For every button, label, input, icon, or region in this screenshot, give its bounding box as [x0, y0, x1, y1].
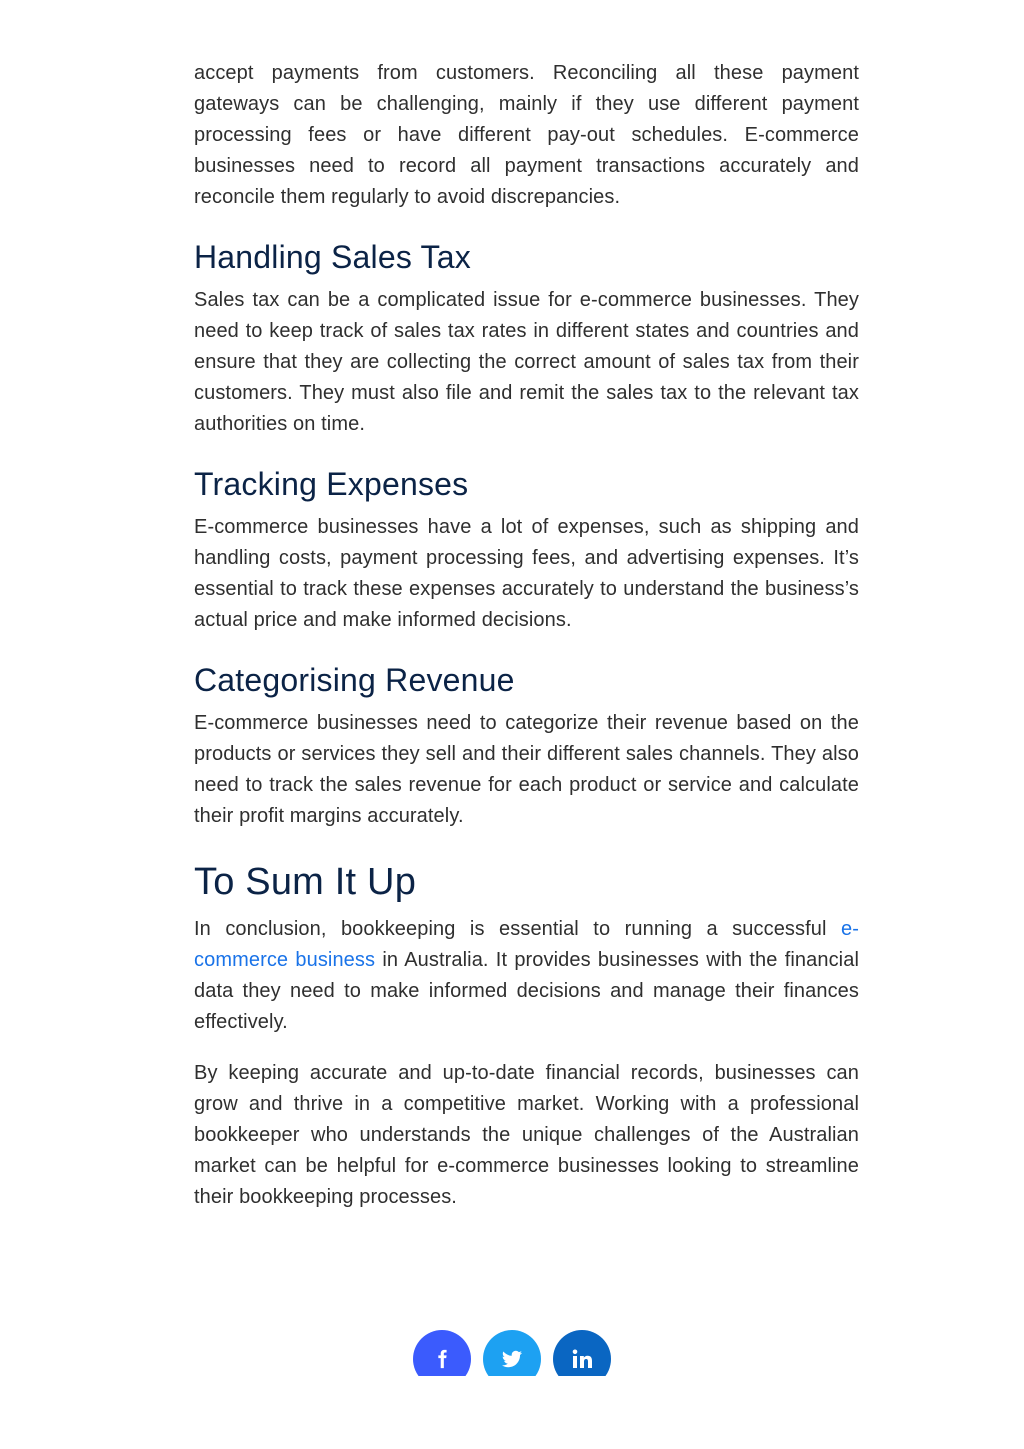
section-heading-sales-tax: Handling Sales Tax — [194, 239, 471, 275]
section-body-categorising-revenue: E-commerce businesses need to categorize their revenue based on the products or services they sell and their different sales channels. They also need to track the sales revenue for each product or service and calculate their profit margins accurately. — [194, 712, 859, 827]
section-heading-tracking-expenses: Tracking Expenses — [194, 466, 469, 502]
section-body-tracking-expenses: E-commerce businesses have a lot of expenses, such as shipping and handling costs, payment processing fees, and advertising expenses. It’s essential to track these expenses accurately to understand the business’s actual price and make informed decisions. — [194, 516, 859, 631]
conclusion-paragraph-1 — [194, 914, 859, 1038]
facebook-icon — [431, 1348, 453, 1370]
section-body-sales-tax: Sales tax can be a complicated issue for e-commerce businesses. They need to keep track of sales tax rates in different states and countries and ensure that they are collecting the correct amount of sales tax from their customers. They must also file and remit the sales tax to the relevant tax authorities on time. — [194, 289, 859, 435]
intro-paragraph: accept payments from customers. Reconciling all these payment gateways can be challenging, mainly if they use different payment processing fees or have different pay-out schedules. E-commerce businesses need to record all payment transactions accurately and reconcile them regularly to avoid discrepancies. — [194, 62, 859, 208]
conclusion-heading: To Sum It Up — [194, 861, 417, 903]
conclusion-text-after-link: in Australia. It provides businesses with the financial data they need to make informed decisions and manage their finances effectively. — [194, 949, 859, 1033]
section-heading-categorising-revenue: Categorising Revenue — [194, 662, 515, 698]
article-content — [194, 58, 859, 1213]
linkedin-share-button[interactable] — [553, 1330, 611, 1376]
conclusion-paragraph-2: By keeping accurate and up-to-date financial records, businesses can grow and thrive in a competitive market. Working with a professional bookkeeper who understands the unique challenges of the Australian market can be helpful for e-commerce businesses looking to streamline their bookkeeping processes. — [194, 1062, 859, 1208]
social-share-bar — [0, 1330, 1024, 1376]
twitter-icon — [500, 1347, 524, 1371]
twitter-share-button[interactable] — [483, 1330, 541, 1376]
linkedin-icon — [570, 1347, 594, 1371]
conclusion-text-before-link: In conclusion, bookkeeping is essential to running a successful — [194, 918, 842, 940]
facebook-share-button[interactable] — [413, 1330, 471, 1376]
ecommerce-business-link[interactable]: e-commerce business — [194, 918, 859, 971]
